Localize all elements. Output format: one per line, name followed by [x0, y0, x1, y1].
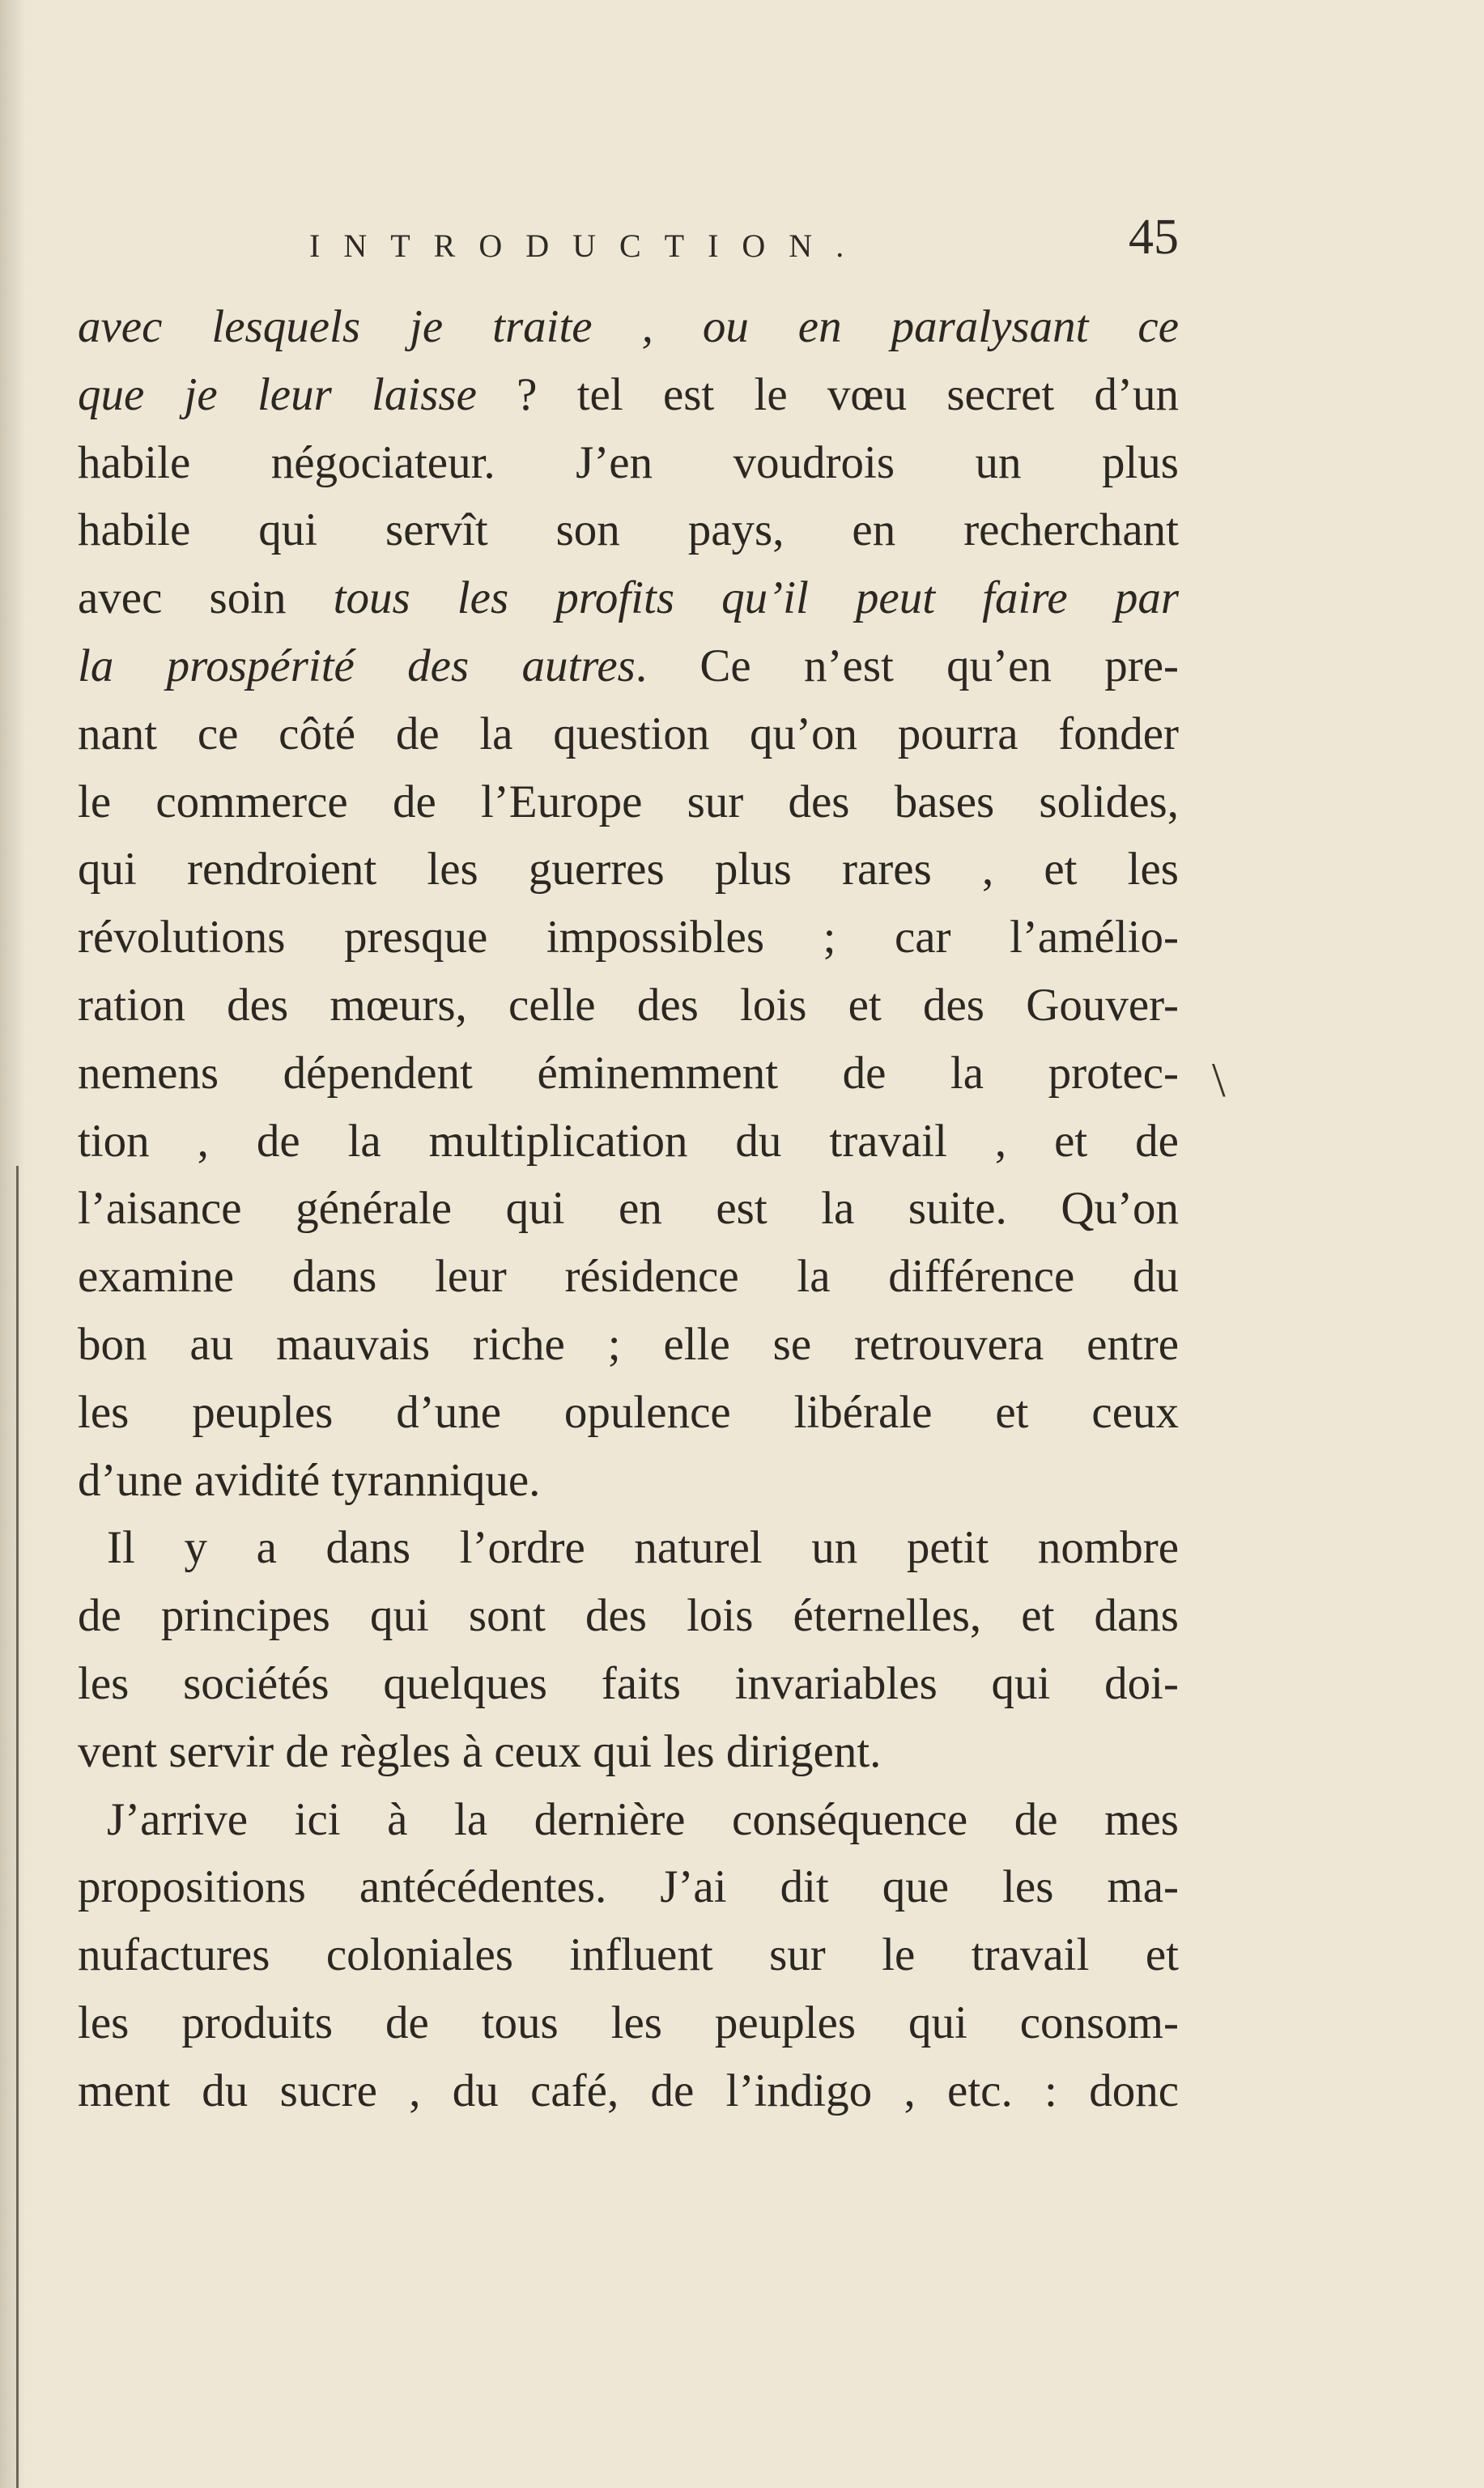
text-segment: les produits de tous les peuples qui consom- — [78, 1997, 1179, 2048]
text-line — [78, 1582, 1179, 1650]
text-line — [78, 1040, 1179, 1108]
text-line — [78, 1175, 1179, 1243]
text-segment: nufactures coloniales influent sur le travail et — [78, 1929, 1179, 1981]
text-segment: tion , de la multiplication du travail , et de — [78, 1115, 1179, 1167]
body-text — [78, 293, 1179, 2125]
text-line — [78, 1718, 1179, 1786]
text-line — [78, 564, 1179, 632]
text-segment: propositions antécédentes. J’ai dit que les ma- — [78, 1861, 1179, 1913]
text-segment: . Ce n’est qu’en pre- — [635, 640, 1179, 691]
text-segment: vent servir de règles à ceux qui les dirigent. — [78, 1725, 882, 1777]
text-line — [78, 1447, 1179, 1515]
text-segment: l’aisance générale qui en est la suite. Qu’on — [78, 1183, 1179, 1235]
text-segment: ? tel est le vœu secret d’un — [476, 368, 1179, 420]
text-segment: Il y a dans l’ordre naturel un petit nombre — [107, 1522, 1179, 1574]
margin-mark: \ — [1212, 1053, 1226, 1107]
text-segment: examine dans leur résidence la différence du — [78, 1251, 1179, 1303]
text-segment: habile qui servît son pays, en recherchant — [78, 504, 1179, 556]
text-line — [78, 1921, 1179, 1989]
text-line — [78, 836, 1179, 904]
text-line — [78, 632, 1179, 700]
text-segment: ment du sucre , du café, de l’indigo , etc. : donc — [78, 2065, 1179, 2116]
text-line — [78, 700, 1179, 768]
italic-text-segment: que je leur laisse — [78, 368, 477, 420]
italic-text-segment: la prospérité des autres — [78, 640, 636, 691]
text-segment: les peuples d’une opulence libérale et ceux — [78, 1386, 1179, 1438]
text-line — [78, 1311, 1179, 1379]
running-title: INTRODUCTION. — [309, 228, 868, 264]
text-segment: d’une avidité tyrannique. — [78, 1454, 541, 1506]
text-line — [78, 1650, 1179, 1718]
text-line — [78, 293, 1179, 361]
text-segment: J’arrive ici à la dernière conséquence de mes — [107, 1793, 1179, 1845]
text-segment: révolutions presque impossibles ; car l’amélio- — [78, 912, 1179, 963]
page-number: 45 — [1129, 210, 1179, 265]
text-segment: le commerce de l’Europe sur des bases solides, — [78, 776, 1179, 827]
text-line — [78, 1853, 1179, 1921]
gutter-edge-line — [16, 1166, 19, 2488]
text-line — [78, 1108, 1179, 1176]
text-line — [78, 1379, 1179, 1447]
text-line — [78, 1989, 1179, 2057]
text-segment: ration des mœurs, celle des lois et des Gouver- — [78, 979, 1179, 1031]
page-gutter — [0, 0, 26, 2488]
text-line — [78, 768, 1179, 836]
text-line — [78, 429, 1179, 497]
text-line — [78, 972, 1179, 1040]
text-segment: nant ce côté de la question qu’on pourra fonder — [78, 708, 1179, 759]
text-segment: nemens dépendent éminemment de la protec- — [78, 1047, 1179, 1099]
text-line — [78, 361, 1179, 429]
text-line — [78, 904, 1179, 972]
running-head — [78, 209, 1179, 282]
text-segment: les sociétés quelques faits invariables qui doi- — [78, 1657, 1179, 1709]
text-segment: bon au mauvais riche ; elle se retrouvera entre — [78, 1318, 1179, 1370]
italic-text-segment: avec lesquels je traite , ou en paralysant ce — [78, 301, 1179, 352]
text-segment: avec soin — [78, 572, 334, 624]
text-line — [78, 1243, 1179, 1311]
text-line — [78, 2057, 1179, 2125]
text-line — [78, 1514, 1179, 1582]
italic-text-segment: tous les profits qu’il peut faire par — [333, 572, 1180, 624]
text-segment: qui rendroient les guerres plus rares , et les — [78, 844, 1179, 895]
text-segment: de principes qui sont des lois éternelles, et dans — [78, 1590, 1179, 1642]
text-segment: habile négociateur. J’en voudrois un plus — [78, 436, 1179, 488]
text-line — [78, 1786, 1179, 1854]
text-line — [78, 496, 1179, 564]
